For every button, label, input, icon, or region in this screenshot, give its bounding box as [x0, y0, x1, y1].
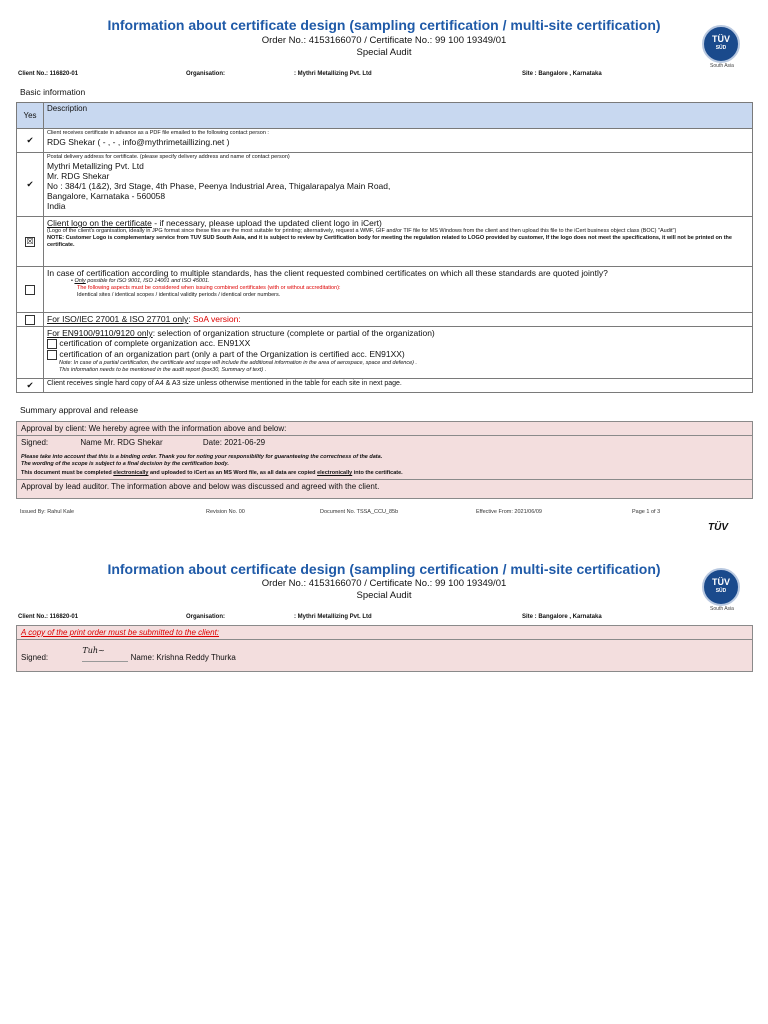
approval-auditor: Approval by lead auditor. The information above and below was discussed and agreed with the client.	[21, 482, 380, 491]
page-title: Information about certificate design (sampling certification / multi-site certification)	[107, 17, 661, 33]
table-row: ✔ Postal delivery address for certificate. (please specify delivery address and name of contact person) Mythri Metallizing Pvt. Ltd Mr. RDG Shekar No : 384/1 (1&2), 3rd Stage, 4th Phase, Peenya Industrial Area, Thigalarapalya Main Road, Bangalore, Karnataka - 560058 India	[17, 153, 753, 217]
table-row: ✔ Client receives single hard copy of A4 & A3 size unless otherwise mentioned in the table for each site in next page.	[17, 379, 753, 393]
footer-revision: Revision No. 00	[206, 509, 245, 515]
copy-note: A copy of the print order must be submitted to the client:	[17, 626, 752, 640]
signed-label: Signed:	[21, 438, 49, 447]
org-label: Organisation:	[186, 71, 226, 77]
page2-tuv-logo: TÜV SÜD South Asia	[702, 568, 742, 612]
table-row: ☒ Client logo on the certificate - if necessary, please upload the updated client logo in iCert) (Logo of the client's organisation, ideally in JPG format since these files are the most suitable for printing; alternatively, request a WMF, GIF and/or TIF file for MS Windows from the client and then upload this file to the iCert business object class (BOC) "Audit") NOTE: Customer Logo is complementary service from TUV SUD South Asia, and it is subject to review by Certification body for meeting the regulation related to LOGO provided by customer, If the logo does not meet the specifications, it will not be printed on the certificate.	[17, 217, 753, 267]
page2-audit-type: Special Audit	[356, 590, 412, 601]
table-row: ✔ Client receives certificate in advance as a PDF file emailed to the following contact person : RDG Shekar ( - , - , info@mythrimetaillizing.net )	[17, 129, 753, 153]
signed-date[interactable]: Date: 2021-06-29	[202, 438, 266, 447]
checkbox-combined[interactable]	[25, 285, 35, 295]
footer-document: Document No. TSSA_CCU_85b	[320, 509, 399, 515]
table-row: For EN9100/9110/9120 only: selection of organization structure (complete or partial of the organization) certification of complete organization acc. EN91XX certification of an organization part (only a part of the Organization is certified acc. EN91XX) Note: In case of a partial certification, the certificate and scope will include the additional information in the area of aerospace, space and defence) . This information needs to be mentioned in the audit report (box30, Summary of text) .	[17, 327, 753, 379]
page2-site: Site : Bangalore , Karnataka	[522, 614, 602, 620]
client-no: Client No.: 116820-01	[18, 71, 79, 77]
approval-box: Approval by client: We hereby agree with the information above and below: Signed: Name Mr. RDG Shekar Date: 2021-06-29 Please take into account that this is a binding order. Thank you for noting your responsibility for guaranteeing the correctness of the data. The wording of the scope is subject to a final decision by the certification body. This document must be completed electronically and uploaded to iCert as an MS Word file, as all data are copied electronically into the certificate. Approval by lead auditor. The information above and below was discussed and agreed with the client.	[16, 421, 753, 499]
section-summary: Summary approval and release	[20, 405, 139, 415]
col-desc-header: Description	[44, 103, 753, 129]
page2-org-label: Organisation:	[186, 614, 226, 620]
checkbox-partial-org[interactable]	[47, 350, 57, 360]
audit-type: Special Audit	[356, 47, 412, 58]
page2-order-line: Order No.: 4153166070 / Certificate No.: 99 100 19349/01	[261, 578, 507, 589]
page2-sign-box	[16, 625, 753, 672]
checkbox-complete-org[interactable]	[47, 339, 57, 349]
page2-signed-label: Signed:	[21, 653, 49, 662]
site: Site : Bangalore , Karnataka	[522, 71, 602, 77]
tuv-logo: TÜV SÜD South Asia	[702, 25, 742, 69]
table-row: In case of certification according to multiple standards, has the client requested combined certificates on which all these standards are quoted jointly? • Only possible for ISO 9001, ISO 14001 and ISO 45001. The following aspects must be considered when issuing combined certificates (with or without accreditation): Identical sites / identical scopes / identical validity periods / identical order numbers.	[17, 267, 753, 313]
info-table	[16, 102, 753, 393]
check-mark[interactable]: ✔	[17, 153, 44, 217]
approval-client: Approval by client: We hereby agree with the information above and below:	[17, 422, 752, 436]
footer-brand: TÜV	[708, 522, 728, 533]
footer-page: Page 1 of 3	[632, 509, 661, 515]
page2-org-value: : Mythri Metallizing Pvt. Ltd	[294, 614, 372, 620]
org-value: : Mythri Metallizing Pvt. Ltd	[294, 71, 372, 77]
checkbox-logo[interactable]: ☒	[26, 236, 34, 246]
footer-effective: Effective From: 2021/06/09	[476, 509, 542, 515]
page2-title: Information about certificate design (sampling certification / multi-site certification)	[107, 561, 661, 577]
section-basic-info: Basic information	[20, 87, 86, 97]
page2-client-no: Client No.: 116820-01	[18, 614, 79, 620]
check-mark[interactable]: ✔	[17, 379, 44, 393]
table-row: For ISO/IEC 27001 & ISO 27701 only: SoA version:	[17, 313, 753, 327]
signature-image: Tuh~	[82, 646, 128, 662]
signed-name[interactable]: Name Mr. RDG Shekar	[80, 438, 163, 447]
check-mark[interactable]: ✔	[17, 129, 44, 153]
checkbox-iso27001[interactable]	[25, 315, 35, 325]
footer-issued: Issued By: Rahul Kale	[20, 509, 75, 515]
page2-signed-name[interactable]: Name: Krishna Reddy Thurka	[130, 653, 236, 662]
col-yes-header: Yes	[17, 103, 44, 129]
order-line: Order No.: 4153166070 / Certificate No.: 99 100 19349/01	[261, 35, 507, 46]
